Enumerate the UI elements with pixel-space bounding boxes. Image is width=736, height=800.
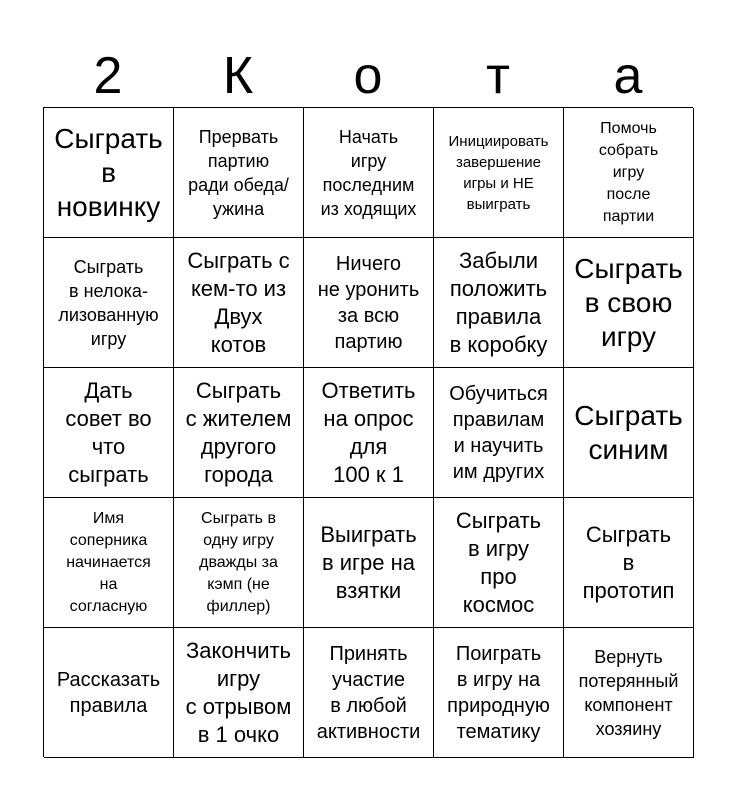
title-letter-3: о xyxy=(353,47,383,105)
bingo-cell-r3c5: Сыграть синим xyxy=(564,368,694,498)
bingo-cell-r4c4: Сыграть в игру про космос xyxy=(434,498,564,628)
bingo-cell-r4c5: Сыграть в прототип xyxy=(564,498,694,628)
bingo-cell-r3c4: Обучиться правилам и научить им других xyxy=(434,368,564,498)
bingo-cell-r1c2: Прервать партию ради обеда/ ужина xyxy=(174,108,304,238)
bingo-cell-r5c3: Принять участие в любой активности xyxy=(304,628,434,758)
bingo-cell-r5c1: Рассказать правила xyxy=(44,628,174,758)
bingo-cell-r2c4: Забыли положить правила в коробку xyxy=(434,238,564,368)
bingo-cell-r5c2: Закончить игру с отрывом в 1 очко xyxy=(174,628,304,758)
title-letter-5: а xyxy=(613,47,643,105)
title-letter-1: 2 xyxy=(93,47,123,105)
bingo-cell-r4c1: Имя соперника начинается на согласную xyxy=(44,498,174,628)
title-letter-4: т xyxy=(486,47,510,105)
bingo-cell-r4c2: Сыграть в одну игру дважды за кэмп (не филлер) xyxy=(174,498,304,628)
bingo-cell-r2c5: Сыграть в свою игру xyxy=(564,238,694,368)
bingo-cell-r5c4: Поиграть в игру на природную тематику xyxy=(434,628,564,758)
bingo-cell-r1c3: Начать игру последним из ходящих xyxy=(304,108,434,238)
bingo-title xyxy=(43,44,693,108)
bingo-cell-r2c1: Сыграть в нелока- лизованную игру xyxy=(44,238,174,368)
bingo-grid xyxy=(43,107,693,757)
bingo-cell-r3c2: Сыграть с жителем другого города xyxy=(174,368,304,498)
bingo-cell-r4c3: Выиграть в игре на взятки xyxy=(304,498,434,628)
bingo-cell-r3c3: Ответить на опрос для 100 к 1 xyxy=(304,368,434,498)
bingo-cell-r1c4: Инициировать завершение игры и НЕ выиграть xyxy=(434,108,564,238)
bingo-cell-r2c2: Сыграть с кем-то из Двух котов xyxy=(174,238,304,368)
bingo-cell-r2c3: Ничего не уронить за всю партию xyxy=(304,238,434,368)
bingo-cell-r3c1: Дать совет во что сыграть xyxy=(44,368,174,498)
bingo-cell-r1c5: Помочь собрать игру после партии xyxy=(564,108,694,238)
title-letter-2: К xyxy=(222,47,254,105)
bingo-cell-r1c1: Сыграть в новинку xyxy=(44,108,174,238)
bingo-cell-r5c5: Вернуть потерянный компонент хозяину xyxy=(564,628,694,758)
